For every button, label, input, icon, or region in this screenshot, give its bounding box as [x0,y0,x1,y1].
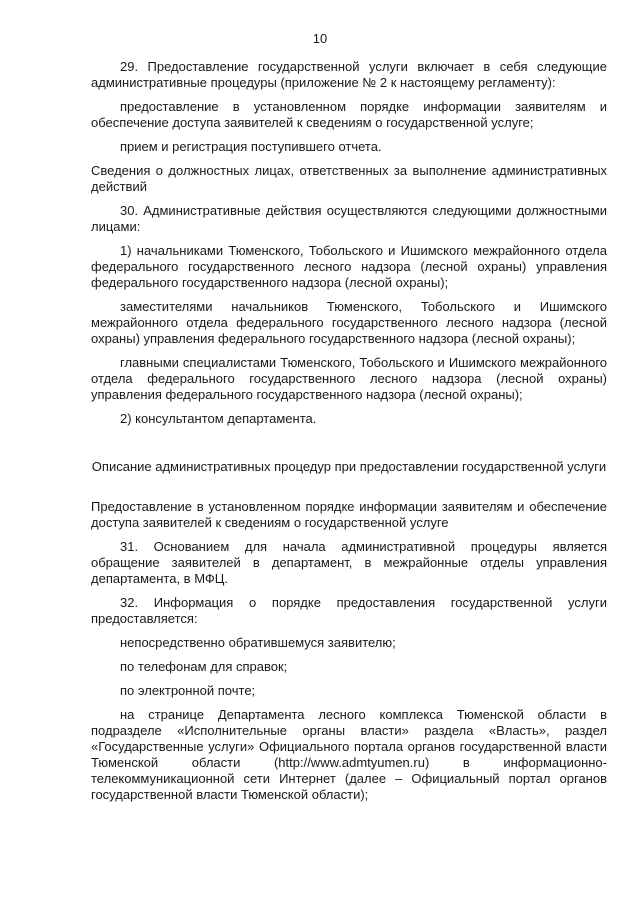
paragraph-report-registration: прием и регистрация поступившего отчета. [120,139,382,154]
paragraph-32: 32. Информация о порядке предоставления государственной услуги предоставляется: [91,595,607,626]
list-item-chief-specialists: главными специалистами Тюменского, Тобольского и Ишимского межрайонного отдела федерального государственного лесного надзора (лесной охраны) управления федерального государственного надзора (лесной охраны); [91,355,607,402]
paragraph-29: 29. Предоставление государственной услуги включает в себя следующие административные процедуры (приложение № 2 к настоящему регламенту): [91,59,607,90]
page-number: 10 [312,31,328,46]
subheading-officials: Сведения о должностных лицах, ответственных за выполнение административных действий [91,163,607,194]
list-item-heads: 1) начальниками Тюменского, Тобольского и Ишимского межрайонного отдела федерального государственного лесного надзора (лесной охраны) управления федерального государственного надзора (лесной охраны); [91,243,607,290]
document-body [91,59,607,803]
list-item-phone: по телефонам для справок; [120,659,288,674]
section-heading: Описание административных процедур при предоставлении государственной услуги [91,459,607,474]
subheading-information-provision: Предоставление в установленном порядке информации заявителям и обеспечение доступа заявителей к сведениям о государственной услуге [91,499,607,530]
list-item-email: по электронной почте; [120,683,256,698]
list-item-official-portal: на странице Департамента лесного комплекса Тюменской области в подразделе «Исполнительные органы власти» раздела «Власть», раздел «Государственные услуги» Официального портала органов государственной власти Тюменской области (http://www.admtyumen.ru) в информационно-телекоммуникационной сети Интернет (далее – Официальный портал органов государственной власти Тюменской области); [91,707,607,802]
list-item-consultant: 2) консультантом департамента. [120,411,317,426]
paragraph-30: 30. Административные действия осуществляются следующими должностными лицами: [91,203,607,234]
paragraph-31: 31. Основанием для начала административной процедуры является обращение заявителей в департамент, в межрайонные отделы управления департамента, в МФЦ. [91,539,607,586]
list-item-in-person: непосредственно обратившемуся заявителю; [120,635,396,650]
list-item-deputies: заместителями начальников Тюменского, Тобольского и Ишимского межрайонного отдела федерального государственного лесного надзора (лесной охраны) управления федерального государственного надзора (лесной охраны); [91,299,607,346]
paragraph-information-provision: предоставление в установленном порядке информации заявителям и обеспечение доступа заявителей к сведениям о государственной услуге; [91,99,607,130]
